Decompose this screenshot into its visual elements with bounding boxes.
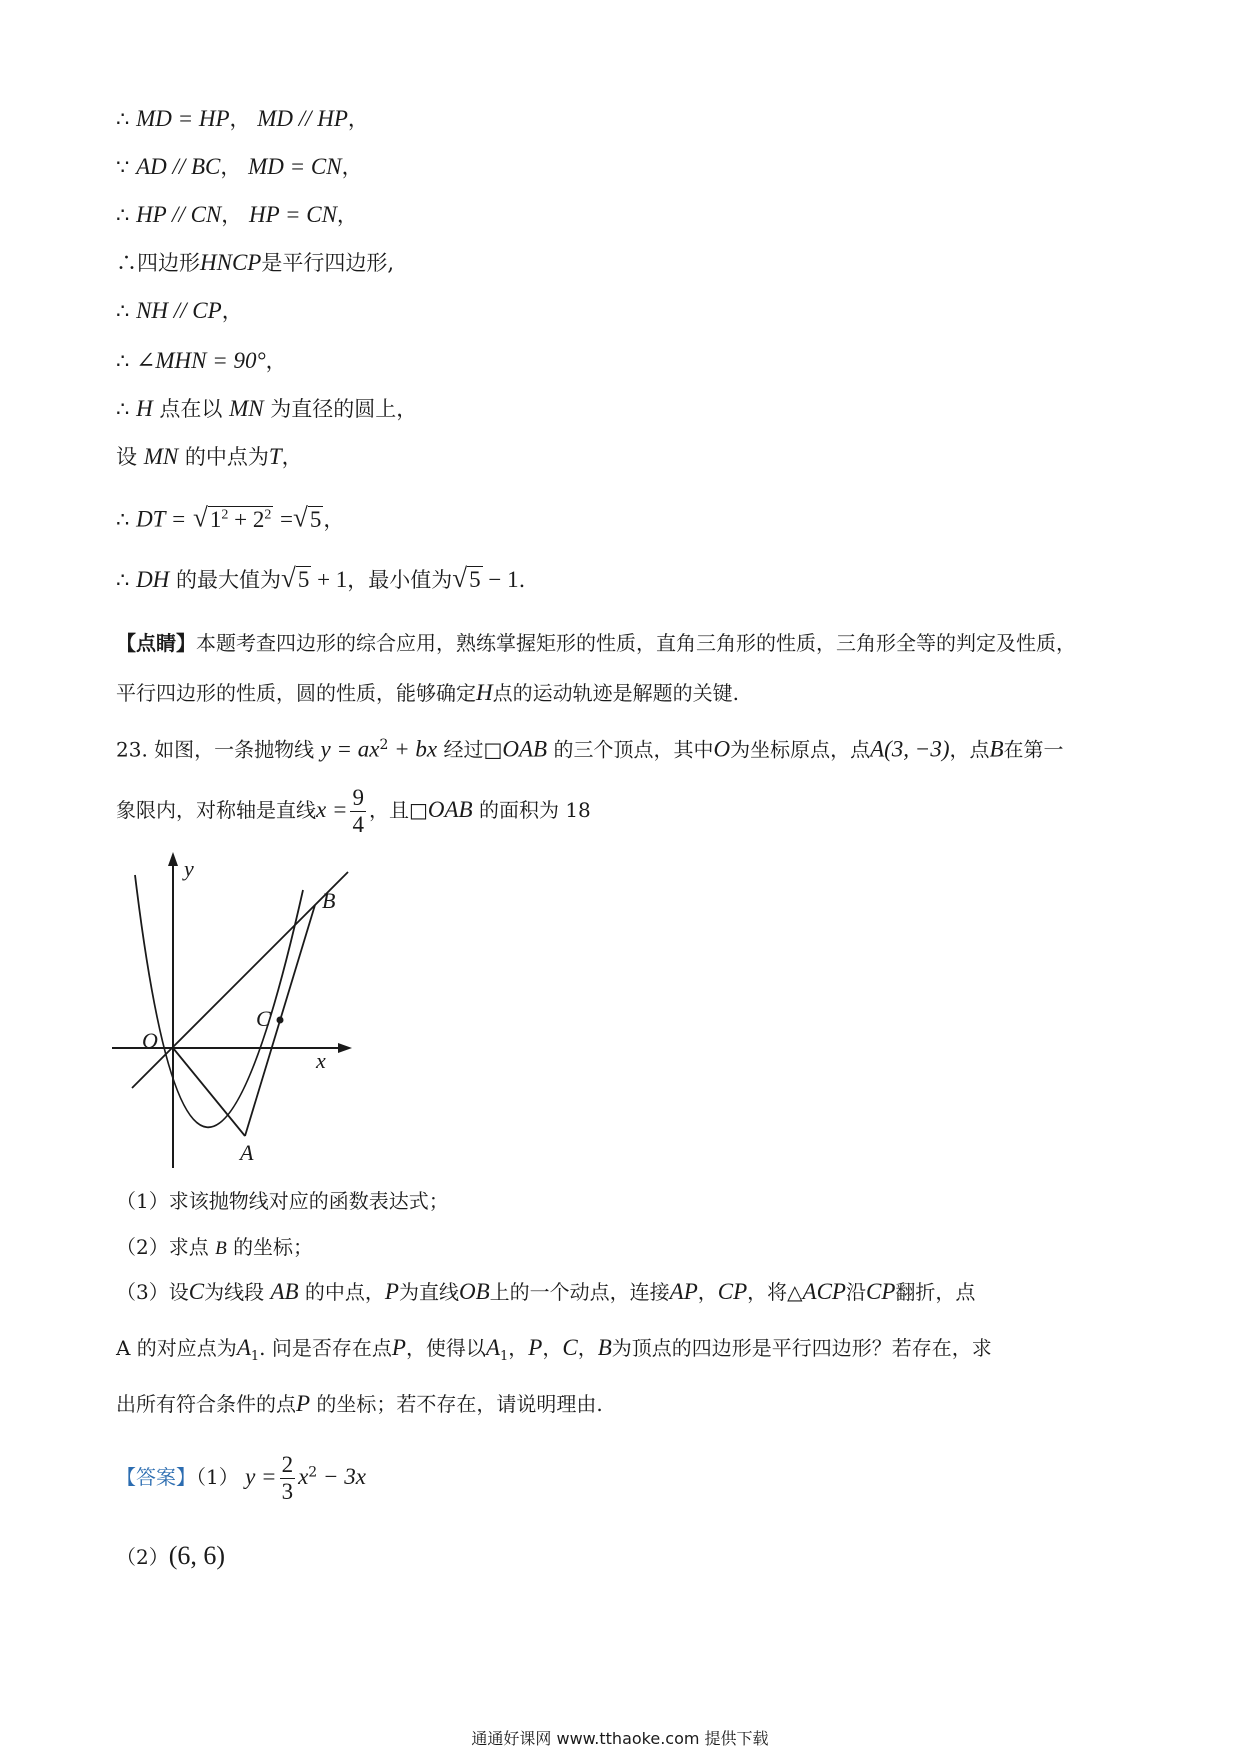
proof-line-2: ∵ AD // BC， MD = CN， [116, 154, 363, 179]
question-3-line-1: （3）设C为线段 AB 的中点，P为直线OB上的一个动点，连接AP，CP，将△ACP沿CP翻折，点 [116, 1279, 976, 1304]
segment-oa [173, 1048, 245, 1136]
proof-line-4: ∴四边形HNCP是平行四边形, [116, 250, 395, 275]
proof-line-9: ∴ DT = $√1^2 + 2^2 =√5$， [116, 502, 345, 533]
label-x: x [316, 1048, 326, 1073]
problem-line-2: 象限内，对称轴是直线x = $\frac{9}{4}$ ，且□OAB 的面积为 18 [116, 785, 591, 837]
parabola-figure [100, 850, 370, 1175]
answer-1: 【答案】（1） y = $\frac{2}{3}$ $x^2 - 3x$ [116, 1452, 366, 1504]
proof-line-6: ∴ ∠MHN = 90°， [116, 348, 287, 373]
question-3-line-3: 出所有符合条件的点P 的坐标；若不存在，请说明理由. [116, 1391, 603, 1416]
label-a: A [240, 1140, 254, 1165]
label-b: B [322, 888, 336, 913]
comment-block: 【点睛】本题考查四边形的综合应用，熟练掌握矩形的性质，直角三角形的性质，三角形全等的判定及性质， 平行四边形的性质，圆的性质，能够确定H点的运动轨迹是解题的关键. [116, 631, 1076, 705]
question-3-line-2: A 的对应点为$A_1$. 问是否存在点P，使得以$A_1$，P，C，B为顶点的四边形是平行四边形？若存在，求 [116, 1335, 992, 1364]
proof-line-10: ∴ DH 的最大值为√5 + 1，最小值为√5 − 1. [116, 563, 526, 593]
label-c: C [256, 1006, 271, 1031]
y-axis-arrow [168, 852, 178, 866]
proof-line-3: ∴ HP // CN， HP = CN， [116, 202, 358, 227]
proof-line-8: 设 MN 的中点为T， [116, 444, 303, 469]
question-2: （2）求点 B 的坐标； [116, 1235, 314, 1259]
answer-2: （2）(6, 6) [116, 1541, 226, 1570]
x-axis-arrow [338, 1043, 352, 1053]
problem-line-1: 23. 如图，一条抛物线 $y = ax^2$ + bx 经过□OAB 的三个顶点，其中O为坐标原点，点A(3, −3)，点B在第一 [116, 736, 1064, 762]
proof-line-1: ∴ MD = HP， MD // HP， [116, 106, 369, 131]
proof-line-7: ∴ H 点在以 MN 为直径的圆上， [116, 396, 418, 421]
point-c [277, 1017, 284, 1024]
label-y: y [184, 856, 194, 881]
answer-tag: 【答案】 [116, 1465, 196, 1489]
question-1: （1）求该抛物线对应的函数表达式； [116, 1189, 449, 1213]
footer-credit: 通通好课网 www.tthaoke.com 提供下载 [471, 1729, 769, 1748]
comment-tag: 【点睛】 [116, 631, 196, 655]
fraction-9-4: $\frac{9}{4}$ [352, 785, 364, 837]
label-o: O [142, 1028, 158, 1053]
proof-line-5: ∴ NH // CP， [116, 298, 243, 323]
fraction-2-3: $\frac{2}{3}$ [281, 1452, 294, 1504]
